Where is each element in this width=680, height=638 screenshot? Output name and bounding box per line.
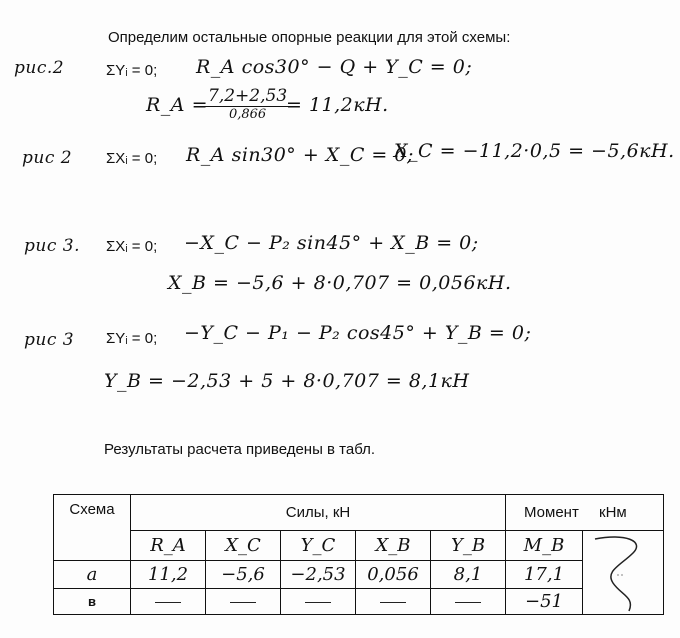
row-b-xb bbox=[356, 589, 431, 615]
row-a-mb: 17,1 bbox=[506, 561, 583, 589]
sub-ra: R_A bbox=[131, 531, 206, 561]
row-a-xb: 0,056 bbox=[356, 561, 431, 589]
margin-label-3: рис 3. bbox=[24, 236, 80, 256]
row-a-ra: 11,2 bbox=[131, 561, 206, 589]
margin-label-1: рис.2 bbox=[14, 58, 65, 78]
dash-mark bbox=[155, 602, 181, 603]
sub-xb: X_B bbox=[356, 531, 431, 561]
equation-3: R_A sin30° + X_C = 0; bbox=[186, 144, 414, 166]
header-forces: Силы, кН bbox=[131, 495, 506, 531]
row-b-yc bbox=[281, 589, 356, 615]
dash-mark bbox=[455, 602, 481, 603]
sum-3: ΣXᵢ = 0; bbox=[106, 238, 158, 255]
sub-xc: X_C bbox=[206, 531, 281, 561]
equation-4: −X_C − P₂ sin45° + X_B = 0; bbox=[184, 232, 479, 254]
equation-5: X_B = −5,6 + 8·0,707 = 0,056кН. bbox=[168, 272, 512, 294]
results-text: Результаты расчета приведены в табл. bbox=[104, 441, 376, 458]
equation-3b: X_C = −11,2·0,5 = −5,6кН. bbox=[394, 140, 675, 162]
sum-1: ΣYᵢ = 0; bbox=[106, 62, 158, 79]
intro-text: Определим остальные опорные реакции для этой схемы: bbox=[108, 29, 511, 46]
sub-mb: M_B bbox=[506, 531, 583, 561]
sum-2: ΣXᵢ = 0; bbox=[106, 150, 158, 167]
header-moment: Момент bbox=[524, 504, 579, 521]
dash-mark bbox=[305, 602, 331, 603]
equation-ra-prefix: R_A = bbox=[146, 94, 208, 116]
equation-1: R_A cos30° − Q + Y_C = 0; bbox=[196, 56, 473, 78]
sub-yc: Y_C bbox=[281, 531, 356, 561]
margin-label-2: рис 2 bbox=[22, 148, 73, 168]
dash-mark bbox=[380, 602, 406, 603]
row-a-yb: 8,1 bbox=[431, 561, 506, 589]
row-a-yc: −2,53 bbox=[281, 561, 356, 589]
row-b-xc bbox=[206, 589, 281, 615]
header-scheme: Схема bbox=[54, 495, 131, 561]
header-moment-unit: кНм bbox=[599, 504, 627, 521]
row-b-yb bbox=[431, 589, 506, 615]
equation-ra-suffix: = 11,2кН. bbox=[286, 94, 389, 116]
row-a-xc: −5,6 bbox=[206, 561, 281, 589]
row-b-mb: −51 bbox=[506, 589, 583, 615]
fraction-numerator: 7,2+2,53 bbox=[204, 86, 291, 107]
row-b-ra bbox=[131, 589, 206, 615]
dash-mark bbox=[230, 602, 256, 603]
equation-6: −Y_C − P₁ − P₂ cos45° + Y_B = 0; bbox=[184, 322, 532, 344]
fraction-denominator: 0,866 bbox=[228, 107, 267, 122]
extra-col bbox=[583, 531, 664, 615]
margin-label-4: рис 3 bbox=[24, 330, 75, 350]
sum-4: ΣYᵢ = 0; bbox=[106, 330, 158, 347]
scribble-mark bbox=[585, 531, 665, 621]
sub-yb: Y_B bbox=[431, 531, 506, 561]
row-a-label: a bbox=[54, 561, 131, 589]
header-moment-cell bbox=[506, 495, 664, 531]
equation-7: Y_B = −2,53 + 5 + 8·0,707 = 8,1кН bbox=[104, 370, 470, 392]
row-b-label: в bbox=[54, 589, 131, 615]
fraction bbox=[204, 86, 291, 122]
results-table bbox=[53, 494, 664, 615]
